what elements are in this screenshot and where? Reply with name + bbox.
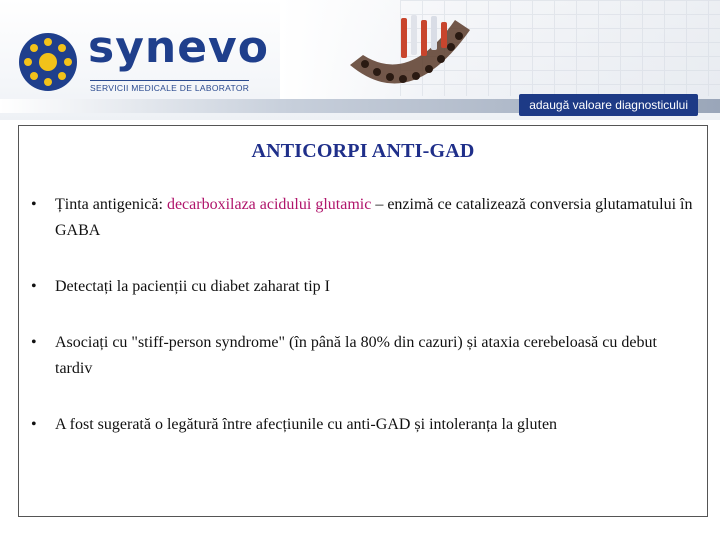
- bullet-highlight: decarboxilaza acidului glutamic: [166, 196, 372, 213]
- slide-content-box: [18, 125, 708, 517]
- bullet-text-after: – enzimă ce catalizează conversia glutamatului în GABA: [55, 196, 693, 239]
- slide-title: ANTICORPI ANTI-GAD: [251, 140, 475, 162]
- bullet-text: Asociați cu "stiff-person syndrome" (în până la 80% din cazuri) și ataxia cerebeloasă cu debut tardiv: [55, 334, 657, 377]
- bullet-item: [25, 330, 695, 382]
- bullet-item: [25, 274, 695, 300]
- bullet-symbol: •: [31, 334, 37, 351]
- bullet-symbol: •: [31, 416, 37, 433]
- brand-subtitle: SERVICII MEDICALE DE LABORATOR: [90, 80, 249, 93]
- bullet-text-before: Ținta antigenică:: [55, 196, 167, 213]
- bullet-symbol: •: [31, 278, 37, 295]
- bullet-text: Detectați la pacienții cu diabet zaharat tip I: [55, 278, 330, 295]
- test-tube-rack-icon: [345, 10, 475, 95]
- bullet-item: [25, 412, 695, 438]
- tagline: adaugă valoare diagnosticului: [519, 94, 698, 116]
- brand-name: synevo: [88, 22, 269, 73]
- bullet-item: [25, 192, 695, 244]
- bullet-symbol: •: [31, 196, 37, 213]
- slide-header: [0, 0, 720, 120]
- bullet-list: [25, 192, 695, 438]
- synevo-sun-logo-icon: [18, 32, 78, 92]
- title-band: [19, 126, 707, 190]
- bullet-text: A fost sugerată o legătură între afecțiunile cu anti-GAD și intoleranța la gluten: [55, 416, 558, 433]
